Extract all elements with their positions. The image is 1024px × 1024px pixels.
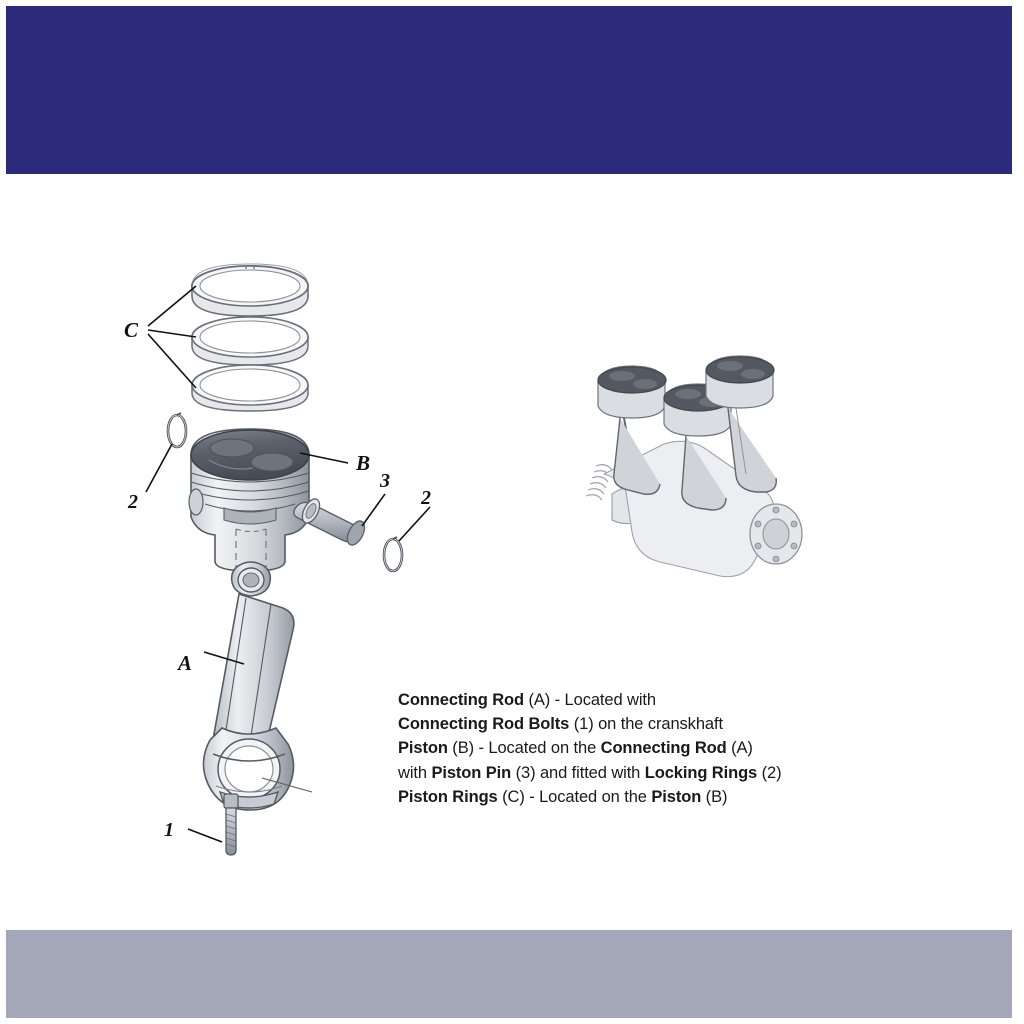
legend-line-4-mid: (3) and fitted with <box>511 763 645 782</box>
locking-ring-right <box>384 537 402 571</box>
piston <box>189 429 309 571</box>
legend-line-4 <box>398 761 868 785</box>
legend-line-1-term: Connecting Rod <box>398 691 524 709</box>
legend-line-1 <box>398 688 868 712</box>
legend-line-4-term: Piston Pin <box>431 763 512 782</box>
callout-leader-3 <box>362 494 385 526</box>
callout-label-1: 1 <box>164 819 174 841</box>
legend-line-3 <box>398 736 868 760</box>
piston-rings <box>192 264 308 411</box>
legend-line-2-term: Connecting Rod Bolts <box>398 715 570 734</box>
connecting-rod-bolt <box>224 794 238 855</box>
callout-label-2-right: 2 <box>421 487 431 509</box>
piston-pin <box>294 496 368 548</box>
header-band <box>6 6 1012 174</box>
legend-line-3-term: Piston <box>398 739 448 758</box>
legend-line-5-term: Piston Rings <box>398 787 498 806</box>
legend-line-3-mid: (B) - Located on the <box>447 739 601 758</box>
callout-label-A: A <box>178 651 193 675</box>
legend-line-4-pre: with <box>398 763 432 782</box>
exploded-view-svg <box>0 174 1024 930</box>
parts-legend <box>398 688 868 809</box>
callout-leader-2-left <box>146 444 172 492</box>
legend-line-4-term2: Locking Rings <box>644 763 758 782</box>
diagram-canvas <box>0 174 1024 930</box>
callout-label-C: C <box>124 318 139 342</box>
callout-label-2-left: 2 <box>128 491 138 513</box>
legend-line-5-term2: Piston <box>651 787 702 806</box>
legend-line-3-end: (A) <box>726 739 753 758</box>
legend-line-4-end: (2) <box>757 763 782 782</box>
legend-line-2 <box>398 712 868 736</box>
callout-leader-1 <box>188 829 222 842</box>
legend-line-5-end: (B) <box>701 787 728 806</box>
legend-line-1-rest: (A) - Located with <box>524 691 656 709</box>
legend-line-5-mid: (C) - Located on the <box>497 787 652 806</box>
legend-line-3-term2: Connecting Rod <box>600 739 727 758</box>
callout-label-B: B <box>356 451 371 475</box>
callout-label-3: 3 <box>380 470 390 492</box>
locking-ring-left <box>168 413 186 447</box>
legend-line-5 <box>398 785 868 809</box>
callout-leader-C <box>148 286 196 388</box>
legend-line-2-rest: (1) on the cranskhaft <box>569 715 723 734</box>
crankshaft-assembly <box>586 356 802 577</box>
callout-leader-2-right <box>399 507 430 541</box>
connecting-rod <box>203 562 312 810</box>
footer-band <box>6 930 1012 1018</box>
